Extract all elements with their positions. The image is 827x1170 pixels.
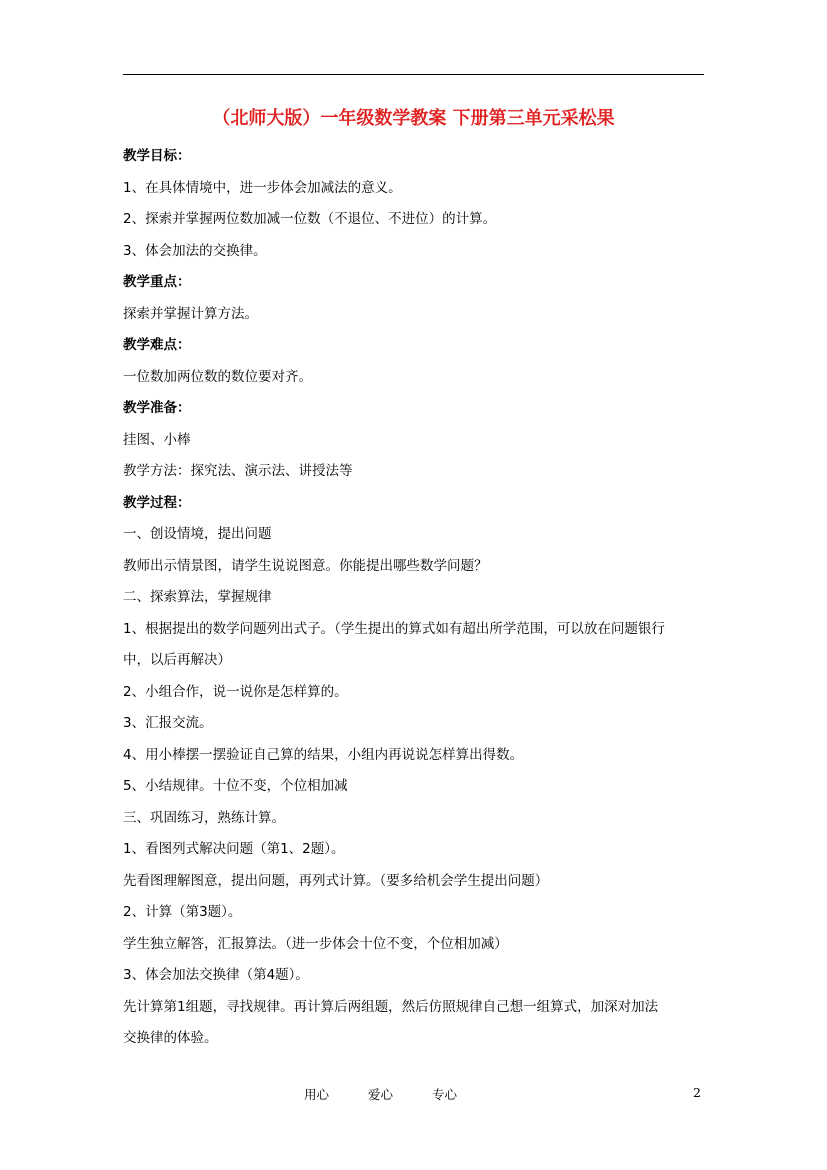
body-line: 4、用小棒摆一摆验证自己算的结果，小组内再说说怎样算出得数。 [123, 746, 524, 763]
page-number: 2 [693, 1085, 701, 1100]
document-title: （北师大版）一年级数学教案 下册第三单元采松果 [212, 108, 615, 129]
body-line: 三、巩固练习，熟练计算。 [123, 809, 285, 826]
body-line: 交换律的体验。 [123, 1030, 218, 1046]
footer-mottos [304, 1085, 492, 1103]
body-line: 探索并掌握计算方法。 [123, 305, 258, 322]
section-heading: 教学过程： [123, 494, 191, 511]
body-line: 2、计算（第3题）。 [123, 904, 242, 920]
body-line: 学生独立解答，汇报算法。（进一步体会十位不变，个位相加减） [123, 935, 508, 952]
body-line: 1、在具体情境中，进一步体会加减法的意义。 [123, 179, 402, 196]
body-line: 5、小结规律。十位不变，个位相加减 [123, 778, 348, 794]
body-line: 先看图理解图意，提出问题，再列式计算。（要多给机会学生提出问题） [123, 872, 549, 889]
header-rule [123, 74, 704, 75]
body-line: 2、小组合作，说一说你是怎样算的。 [123, 683, 348, 700]
footer-motto: 用心 [304, 1087, 330, 1102]
body-line: 教学方法：探究法、演示法、讲授法等 [123, 463, 353, 479]
section-heading: 教学准备： [123, 400, 191, 416]
body-line: 1、看图列式解决问题（第1、2题）。 [123, 841, 345, 857]
body-line: 3、汇报交流。 [123, 715, 213, 731]
body-line: 先计算第1组题，寻找规律。再计算后两组题，然后仿照规律自己想一组算式，加深对加法 [123, 998, 659, 1015]
body-line: 3、体会加法交换律（第4题）。 [123, 967, 309, 983]
section-heading: 教学难点： [123, 337, 191, 353]
footer-motto: 专心 [432, 1087, 458, 1102]
footer-motto: 爱心 [368, 1087, 394, 1102]
section-heading: 教学目标： [123, 148, 191, 164]
body-line: 2、探索并掌握两位数加减一位数（不退位、不进位）的计算。 [123, 211, 497, 227]
body-line: 一、创设情境，提出问题 [123, 526, 272, 542]
body-line: 一位数加两位数的数位要对齐。 [123, 368, 312, 385]
section-heading: 教学重点： [123, 274, 191, 290]
document-body [123, 141, 706, 1055]
body-line: 二、探索算法，掌握规律 [123, 589, 272, 605]
body-line: 挂图、小棒 [123, 431, 191, 448]
body-line: 教师出示情景图，请学生说说图意。你能提出哪些数学问题？ [123, 557, 488, 574]
body-line: 中，以后再解决） [123, 652, 231, 668]
body-line: 3、体会加法的交换律。 [123, 242, 267, 259]
body-line: 1、根据提出的数学问题列出式子。（学生提出的算式如有超出所学范围，可以放在问题银行 [123, 620, 665, 637]
